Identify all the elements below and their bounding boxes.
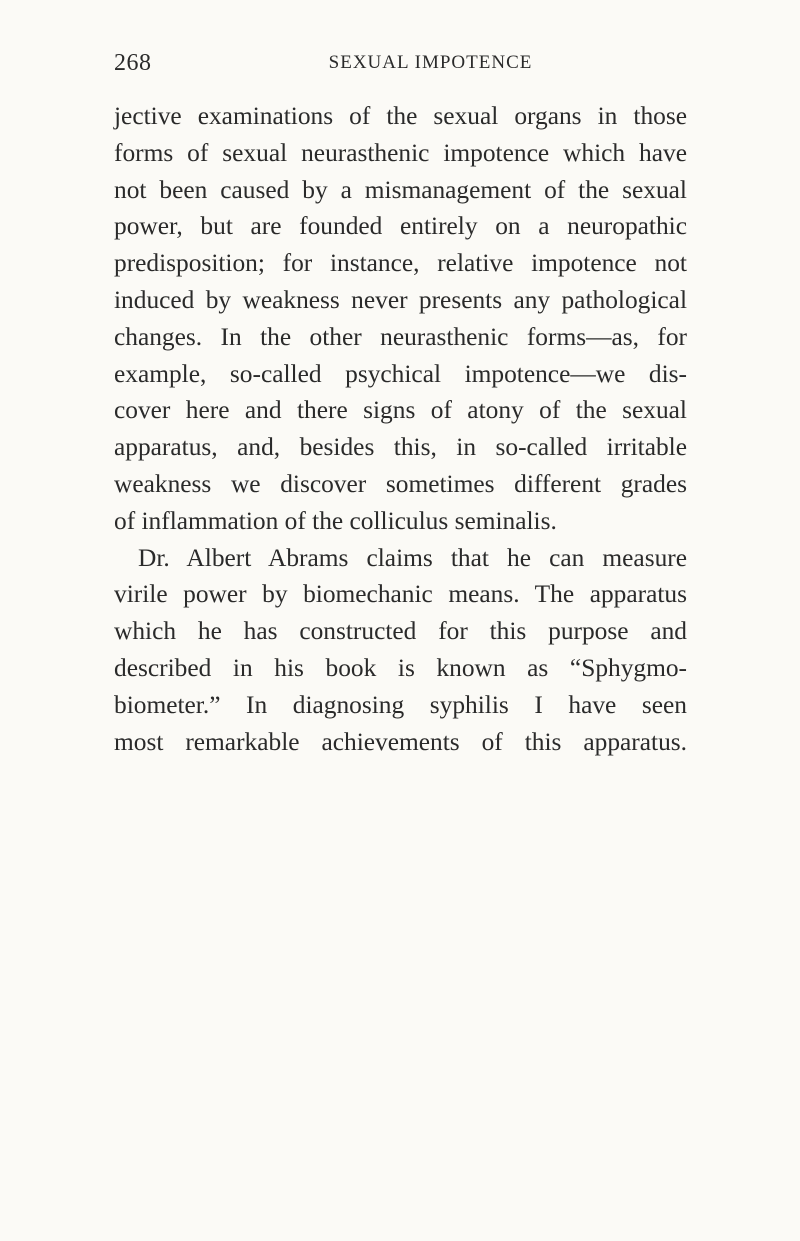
text-line: forms of sexual neurasthenic impotence which have: [114, 138, 687, 167]
text-line: cover here and there signs of atony of the sexual: [114, 396, 687, 425]
text-line: which he has constructed for this purpose and: [114, 617, 687, 646]
text-line: power, but are founded entirely on a neuropathic: [114, 212, 687, 241]
text-line: of inflammation of the colliculus seminalis.: [114, 506, 557, 535]
text-line: changes. In the other neurasthenic forms—as, for: [114, 322, 687, 351]
text-line: weakness we discover sometimes different grades: [114, 469, 687, 498]
text-line: example, so-called psychical impotence—we dis-: [114, 359, 687, 388]
paragraph-2: [114, 540, 687, 761]
page-number: 268: [114, 50, 152, 76]
text-line: induced by weakness never presents any pathological: [114, 285, 687, 314]
text-line: most remarkable achievements of this apparatus.: [114, 727, 687, 756]
text-line: Dr. Albert Abrams claims that he can measure: [138, 543, 687, 572]
paragraph-1: [114, 98, 687, 540]
text-line: predisposition; for instance, relative impotence not: [114, 249, 687, 278]
text-line: virile power by biomechanic means. The apparatus: [114, 580, 687, 609]
text-line: not been caused by a mismanagement of the sexual: [114, 175, 687, 204]
text-line: described in his book is known as “Sphygmo-: [114, 653, 687, 682]
running-head: [114, 50, 687, 82]
text-line: jective examinations of the sexual organs in those: [114, 102, 687, 130]
body-text: [114, 98, 687, 760]
running-title: SEXUAL IMPOTENCE: [328, 52, 533, 73]
text-line: apparatus, and, besides this, in so-called irritable: [114, 433, 687, 462]
text-line: biometer.” In diagnosing syphilis I have seen: [114, 690, 687, 719]
